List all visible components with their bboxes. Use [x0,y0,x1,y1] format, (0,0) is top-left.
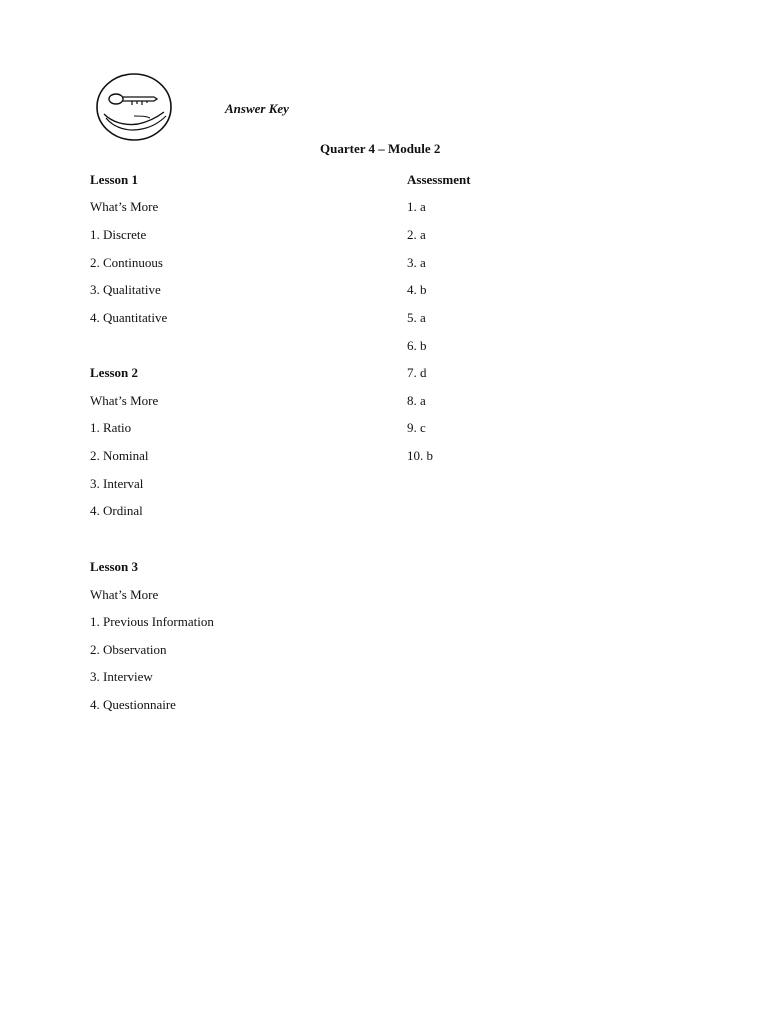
page-title: Answer Key [225,101,289,116]
module-title: Quarter 4 – Module 2 [320,141,441,156]
lesson-1-heading: Lesson 1 [90,172,139,187]
lesson-2-item: 1. Ratio [90,420,132,435]
assessment-item: 2. a [407,227,426,242]
lesson-3-subheading: What’s More [90,587,159,602]
assessment-heading: Assessment [407,172,471,187]
lesson-3-item: 4. Questionnaire [90,697,176,712]
assessment-item: 10. b [407,448,433,463]
lesson-2-item: 4. Ordinal [90,503,143,518]
lesson-2-heading: Lesson 2 [90,365,139,380]
assessment-item: 6. b [407,338,427,353]
lesson-2-item: 3. Interval [90,476,144,491]
key-in-hand-icon [94,72,174,142]
assessment-item: 4. b [407,282,427,297]
lesson-2-subheading: What’s More [90,393,159,408]
assessment-item: 1. a [407,199,426,214]
assessment-item: 8. a [407,393,426,408]
lesson-3-item: 2. Observation [90,642,167,657]
assessment-item: 5. a [407,310,426,325]
lesson-1-item: 1. Discrete [90,227,147,242]
assessment-item: 3. a [407,255,426,270]
lesson-1-subheading: What’s More [90,199,159,214]
lesson-3-item: 1. Previous Information [90,614,214,629]
lesson-3-item: 3. Interview [90,669,153,684]
assessment-item: 7. d [407,365,427,380]
lesson-1-item: 3. Qualitative [90,282,161,297]
lesson-3-heading: Lesson 3 [90,559,139,574]
lesson-1-item: 2. Continuous [90,255,163,270]
lesson-2-item: 2. Nominal [90,448,149,463]
lesson-1-item: 4. Quantitative [90,310,168,325]
assessment-item: 9. c [407,420,426,435]
